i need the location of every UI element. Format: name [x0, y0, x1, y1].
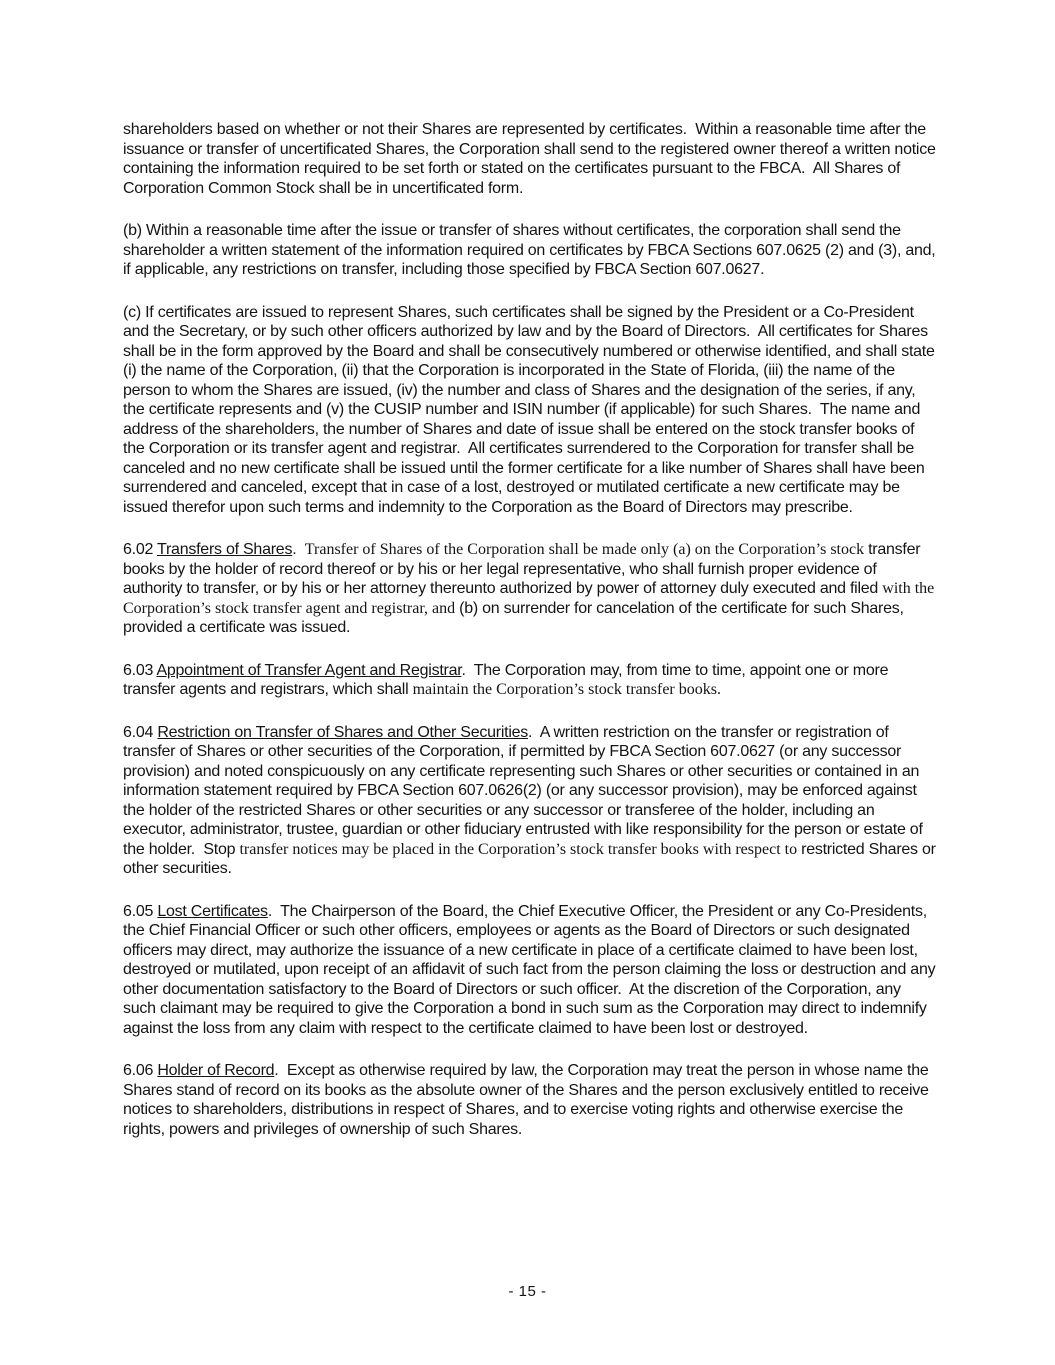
text-segment: . Except as otherwise required by law, the Corporation may treat the person in whose name the Shares stand of record on its books as the absolute owner of the Shares and the person exclusively entitled to receive notices to shareholders, distributions in respect of Shares, and to exercise voting rights and otherwise exercise the rights, powers and privileges of ownership of such Shares. — [123, 1062, 933, 1138]
text-segment: 6.06 — [123, 1062, 158, 1079]
text-segment: restricted Shares or other securities. — [123, 840, 940, 877]
text-segment: Appointment of Transfer Agent and Registrar — [156, 661, 462, 679]
text-segment: Lost Certificates — [157, 902, 268, 920]
text-segment: with the Corporation’s stock transfer agent and registrar, and — [123, 580, 939, 617]
text-segment: maintain the Corporation’s stock transfer books. — [412, 681, 721, 698]
text-segment: shareholders based on whether or not their Shares are represented by certificates. Within a reasonable time after the issuance or transfer of uncertificated Shares, the Corporation shall send to the registered owner thereof a written notice containing the information required to be set forth or stated on the certificates pursuant to the FBCA. All Shares of Corporation Common Stock shall be in uncertificated form. — [123, 121, 940, 197]
text-segment: Restriction on Transfer of Shares and Other Securities — [157, 723, 529, 741]
text-segment: Transfer of Shares of the Corporation shall be made only (a) on the Corporation’s stock — [304, 541, 869, 558]
paragraph-item-c — [123, 303, 937, 518]
text-segment: Transfers of Shares — [157, 541, 293, 558]
section-6-04-restriction-on-transfer — [123, 723, 940, 879]
paragraph-item-b — [123, 221, 940, 280]
text-segment: 6.04 — [123, 723, 158, 741]
document-body — [123, 120, 940, 1162]
section-6-03-appointment-of-transfer-agent — [123, 661, 937, 700]
text-segment: (c) If certificates are issued to represent Shares, such certificates shall be signed by the President or a Co-President and the Secretary, or by such other officers authorized by law and by the Board of Directors. All certificates for Shares shall be in the form approved by the Board and shall be consecutively numbered or otherwise identified, and shall state (i) the name of the Corporation, (ii) that the Corporation is incorporated in the State of Florida, (iii) the name of the person to whom the Shares are issued, (iv) the number and class of Shares and the designation of the series, if any, the certificate represents and (v) the CUSIP number and ISIN number (if applicable) for such Shares. The name and address of the shareholders, the number of Shares and date of issue shall be entered on the stock transfer books of the Corporation or its transfer agent and registrar. All certificates surrendered to the Corporation for transfer shall be canceled and no new certificate shall be issued until the former certificate for a like number of Shares shall have been surrendered and canceled, except that in case of a lost, destroyed or mutilated certificate a new certificate may be issued therefor upon such terms and indemnity to the Corporation as the Board of Directors may prescribe. — [123, 303, 939, 516]
text-segment: transfer books by the holder of record thereof or by his or her legal representative, who shall furnish proper evidence of authority to transfer, or by his or her attorney thereunto authorized by power of attorney duly executed and filed — [123, 541, 925, 597]
text-segment: 6.03 — [123, 661, 157, 679]
text-segment: . The Corporation may, from time to time, appoint one or more transfer agents and registrars, which shall — [123, 661, 893, 698]
text-segment: Holder of Record — [157, 1062, 275, 1079]
section-6-02-transfers-of-shares — [123, 540, 937, 638]
text-segment: 6.02 — [123, 541, 158, 558]
text-segment: (b) on surrender for cancelation of the certificate for such Shares, provided a certificate was issued. — [123, 599, 908, 636]
page-number: - 15 - — [508, 1283, 547, 1300]
text-segment: transfer notices may be placed in the Corporation’s stock transfer books with respect to — [239, 840, 802, 858]
paragraph-uncertificated-shares — [123, 120, 940, 198]
text-segment: (b) Within a reasonable time after the issue or transfer of shares without certificates, the corporation shall send the shareholder a written statement of the information required on certificates by FBCA Sections 607.0625 (2) and (3), and, if applicable, any restrictions on transfer, including those specified by FBCA Section 607.0627. — [123, 222, 940, 278]
text-segment: . — [292, 541, 305, 558]
section-6-05-lost-certificates — [123, 902, 940, 1039]
text-segment: . The Chairperson of the Board, the Chief Executive Officer, the President or any Co-Presidents, the Chief Financial Officer or such other officers, employees or agents as the Board of Directors or such designated officers may direct, may authorize the issuance of a new certificate in place of a certificate claimed to have been lost, destroyed or mutilated, upon receipt of an affidavit of such fact from the person claiming the loss or destruction and any other documentation satisfactory to the Board of Directors or such officer. At the discretion of the Corporation, any such claimant may be required to give the Corporation a bond in such sum as the Corporation may direct to indemnify against the loss from any claim with respect to the certificate claimed to have been lost or destroyed. — [123, 902, 940, 1037]
section-6-06-holder-of-record — [123, 1061, 937, 1139]
text-segment: 6.05 — [123, 902, 158, 920]
text-segment: . A written restriction on the transfer or registration of transfer of Shares or other securities of the Corporation, if permitted by FBCA Section 607.0627 (or any successor provision) and noted conspicuously on any certificate representing such Shares or other securities or contained in an information statement required by FBCA Section 607.0626(2) (or any successor provision), may be enforced against the holder of the restricted Shares or other securities or any successor or transferee of the holder, including an executor, administrator, trustee, guardian or other fiduciary entrusted with like responsibility for the person or estate of the holder. Stop — [123, 723, 927, 858]
